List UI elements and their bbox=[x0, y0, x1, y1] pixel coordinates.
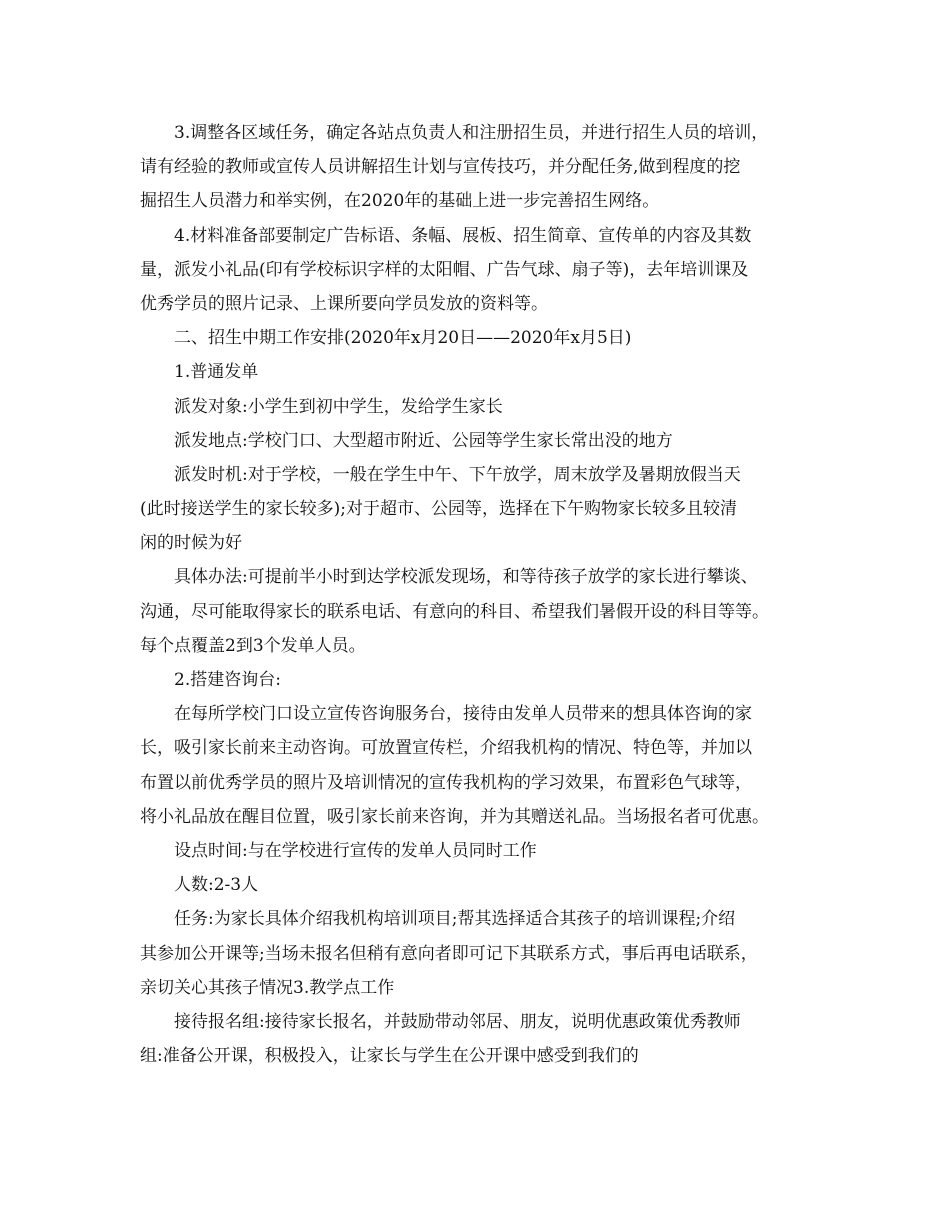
paragraph-line: 优秀学员的照片记录、上课所要向学员发放的资料等。 bbox=[140, 293, 548, 314]
paragraph-line: 闲的时候为好 bbox=[140, 533, 242, 554]
paragraph-line: 派发对象:小学生到初中学生，发给学生家长 bbox=[174, 396, 503, 417]
paragraph-line: 亲切关心其孩子情况3.教学点工作 bbox=[140, 977, 395, 998]
paragraph-line: 3.调整各区域任务，确定各站点负责人和注册招生员，并进行招生人员的培训， bbox=[174, 123, 769, 143]
paragraph-line: 将小礼品放在醒目位置，吸引家长前来咨询，并为其赠送礼品。当场报名者可优惠。 bbox=[140, 806, 769, 827]
paragraph-line: 接待报名组:接待家长报名，并鼓励带动邻居、朋友，说明优惠政策优秀教师 bbox=[174, 1011, 741, 1032]
paragraph-line: 组:准备公开课，积极投入，让家长与学生在公开课中感受到我们的 bbox=[140, 1046, 639, 1067]
paragraph-line: 长，吸引家长前来主动咨询。可放置宣传栏，介绍我机构的情况、特色等，并加以 bbox=[140, 738, 752, 759]
paragraph-line: 4.材料准备部要制定广告标语、条幅、展板、招生简章、宣传单的内容及其数 bbox=[174, 225, 752, 246]
paragraph-line: 请有经验的教师或宣传人员讲解招生计划与宣传技巧，并分配任务,做到程度的挖 bbox=[140, 157, 741, 178]
section-heading: 二、招生中期工作安排(2020年x月20日——2020年x月5日) bbox=[174, 328, 632, 349]
paragraph-line: (此时接送学生的家长较多);对于超市、公园等，选择在下午购物家长较多且较清 bbox=[140, 499, 737, 520]
paragraph-line: 沟通，尽可能取得家长的联系电话、有意向的科目、希望我们暑假开设的科目等等。 bbox=[140, 601, 769, 622]
paragraph-line: 在每所学校门口设立宣传咨询服务台，接待由发单人员带来的想具体咨询的家 bbox=[174, 704, 752, 725]
paragraph-line: 任务:为家长具体介绍我机构培训项目;帮其选择适合其孩子的培训课程;介绍 bbox=[174, 909, 736, 930]
paragraph-line: 设点时间:与在学校进行宣传的发单人员同时工作 bbox=[174, 840, 537, 861]
paragraph-line: 每个点覆盖2到3个发单人员。 bbox=[140, 635, 366, 656]
document-body bbox=[140, 116, 830, 1073]
paragraph-line: 量，派发小礼品(印有学校标识字样的太阳帽、广告气球、扇子等)，去年培训课及 bbox=[140, 259, 749, 280]
paragraph-line: 布置以前优秀学员的照片及培训情况的宣传我机构的学习效果，布置彩色气球等， bbox=[140, 772, 752, 793]
paragraph-line: 派发地点:学校门口、大型超市附近、公园等学生家长常出没的地方 bbox=[174, 430, 673, 451]
paragraph-line: 具体办法:可提前半小时到达学校派发现场，和等待孩子放学的家长进行攀谈、 bbox=[174, 567, 758, 588]
paragraph-line: 其参加公开课等;当场未报名但稍有意向者即可记下其联系方式，事后再电话联系， bbox=[140, 943, 758, 964]
subsection-heading: 1.普通发单 bbox=[174, 362, 259, 383]
paragraph-line: 人数:2-3人 bbox=[174, 875, 259, 896]
paragraph-line: 派发时机:对于学校，一般在学生中午、下午放学，周末放学及暑期放假当天 bbox=[174, 464, 741, 485]
subsection-heading: 2.搭建咨询台: bbox=[174, 670, 281, 690]
paragraph-line: 掘招生人员潜力和举实例，在2020年的基础上进一步完善招生网络。 bbox=[140, 191, 660, 212]
